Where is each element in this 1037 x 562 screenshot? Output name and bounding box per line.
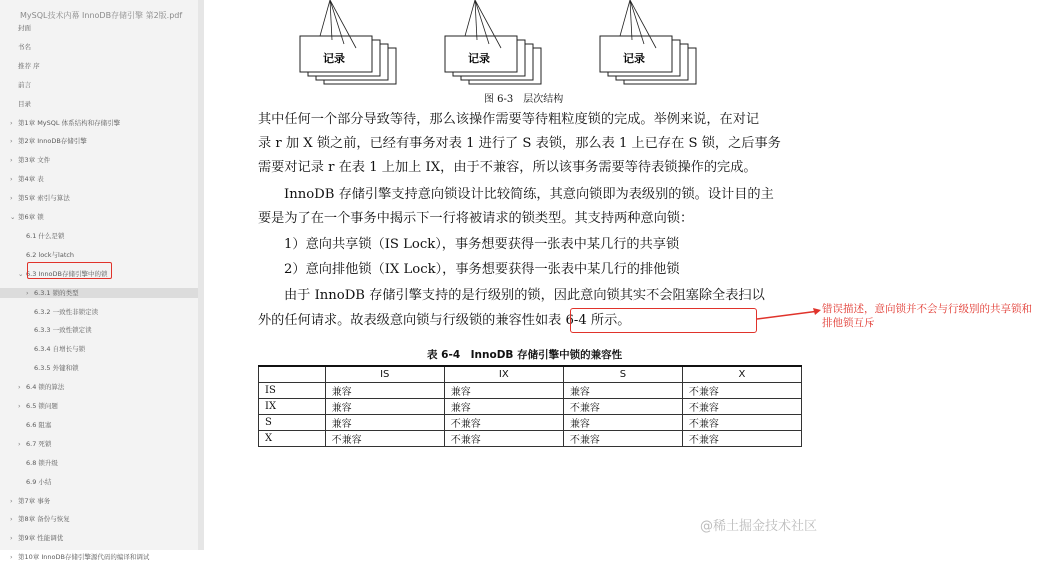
toc-item[interactable] [26, 325, 92, 335]
toc-item[interactable] [26, 307, 98, 317]
toc-item[interactable] [10, 136, 87, 146]
toc-item[interactable] [26, 363, 79, 373]
chevron-right-icon[interactable]: › [18, 402, 21, 410]
toc-item-label: 第5章 索引与算法 [18, 194, 70, 203]
toc-item[interactable] [10, 80, 31, 90]
table-cell: S [259, 415, 326, 431]
toc-item-label: 第2章 InnoDB存储引擎 [18, 137, 87, 146]
toc-item[interactable] [10, 23, 31, 33]
toc-item[interactable] [10, 61, 40, 71]
toc-item-label: 6.6 阻塞 [26, 420, 52, 429]
toc-item[interactable] [18, 477, 51, 487]
toc-item[interactable] [26, 344, 85, 354]
chevron-down-icon[interactable]: ⌄ [10, 213, 16, 221]
table-cell: 不兼容 [682, 383, 801, 399]
toc-item-label: 第9章 性能调优 [18, 534, 64, 543]
toc-item-label: 推荐 序 [18, 61, 40, 70]
chevron-right-icon[interactable]: › [10, 496, 13, 505]
annotation-note: 错误描述，意向锁并不会与行级别的共享锁和排他锁互斥 [822, 303, 1032, 329]
text-span: 外的任何请求。故 [258, 313, 364, 328]
table-row [259, 383, 802, 399]
toc-item-label: 6.8 锁升级 [26, 458, 58, 467]
toc-item[interactable] [18, 250, 74, 260]
toc-item[interactable] [10, 118, 120, 128]
sidebar-scrollbar[interactable] [198, 0, 204, 550]
hierarchy-figure [205, 0, 850, 90]
table-header-cell: IS [325, 366, 444, 383]
toc-item-label: 6.7 死锁 [26, 439, 52, 448]
toc-item[interactable] [10, 212, 44, 222]
list-item: 2）意向排他锁（IX Lock），事务想要获得一张表中某几行的排他锁 [284, 262, 680, 277]
chevron-right-icon[interactable]: › [26, 288, 29, 297]
table-body [259, 383, 802, 447]
toc-item[interactable] [10, 496, 50, 506]
toc-item-label: 第1章 MySQL 体系结构和存储引擎 [18, 118, 121, 127]
table-cell: 不兼容 [444, 415, 563, 431]
chevron-right-icon[interactable]: › [10, 515, 13, 524]
table-cell: 兼容 [563, 415, 682, 431]
table-cell: 不兼容 [682, 415, 801, 431]
record-label: 记录 [468, 52, 490, 65]
table-row [259, 415, 802, 431]
chevron-right-icon[interactable]: › [10, 137, 13, 146]
toc-item[interactable] [10, 533, 63, 543]
paragraph-line: 要是为了在一个事务中揭示下一行将被请求的锁类型。其支持两种意向锁： [258, 211, 694, 226]
watermark: @稀土掘金技术社区 [700, 519, 818, 534]
text-span: 如表 6-4 所示。 [534, 313, 631, 328]
annotation-highlight-box [570, 308, 757, 333]
toc-item[interactable] [0, 288, 198, 298]
toc-item[interactable] [10, 42, 31, 52]
hierarchy-arrow [620, 0, 630, 36]
annotation-arrow [755, 305, 825, 325]
toc-item-label: 6.2 lock与latch [26, 250, 75, 259]
table-cell: 兼容 [325, 399, 444, 415]
paragraph-line: InnoDB 存储引擎支持意向锁设计比较简练，其意向锁即为表级别的锁。设计目的主 [284, 187, 774, 202]
toc-item-label: 第8章 备份与恢复 [18, 515, 70, 524]
chevron-right-icon[interactable]: › [18, 439, 21, 448]
table-row [259, 399, 802, 415]
toc-item-label: 第4章 表 [18, 175, 44, 184]
table-header-row [259, 366, 802, 383]
table-header-cell [259, 366, 326, 383]
toc-item[interactable] [18, 382, 64, 392]
table-header-cell: X [682, 366, 801, 383]
toc-item[interactable] [18, 231, 64, 241]
hierarchy-arrow [465, 0, 475, 36]
toc-item-label: 第7章 事务 [18, 496, 51, 505]
toc-item-label: 6.4 锁的算法 [26, 383, 65, 392]
table-cell: 不兼容 [325, 431, 444, 447]
table-cell: X [259, 431, 326, 447]
chevron-right-icon[interactable]: › [10, 118, 13, 127]
table-cell: 不兼容 [563, 431, 682, 447]
toc-item[interactable] [10, 514, 70, 524]
toc-item-label: 6.3 InnoDB存储引擎中的锁 [26, 269, 108, 278]
table-caption: 表 6-4 InnoDB 存储引擎中锁的兼容性 [427, 349, 623, 361]
compatibility-table [258, 365, 802, 447]
paragraph-line: 录 r 加 X 锁之前，已经有事务对表 1 进行了 S 表锁，那么表 1 上已存在 S 锁，之后事务 [258, 136, 781, 151]
toc-item-label: 目录 [18, 99, 31, 108]
table-cell: 不兼容 [563, 399, 682, 415]
toc-item[interactable] [18, 439, 51, 449]
paragraph-line: 由于 InnoDB 存储引擎支持的是行级别的锁，因此意向锁其实不会阻塞除全表扫以 [284, 288, 765, 303]
toc-item-label: 6.9 小结 [26, 477, 52, 486]
toc-item[interactable] [18, 458, 58, 468]
figure-caption: 图 6-3 层次结构 [484, 94, 564, 105]
table-cell: 兼容 [444, 399, 563, 415]
toc-item-label: 6.1 什么是锁 [26, 231, 65, 240]
toc-item[interactable] [10, 99, 31, 109]
toc-item-label: 6.3.2 一致性非锁定读 [34, 307, 99, 316]
toc-item[interactable] [18, 420, 51, 430]
table-cell: 兼容 [325, 383, 444, 399]
table-cell: 兼容 [325, 415, 444, 431]
highlighted-phrase: 表级意向锁与行级锁的兼容性 [363, 313, 535, 328]
table-cell: 不兼容 [444, 431, 563, 447]
record-label: 记录 [623, 52, 645, 65]
table-row [259, 431, 802, 447]
toc-item[interactable] [10, 155, 50, 165]
chevron-right-icon[interactable]: › [10, 194, 13, 203]
list-item: 1）意向共享锁（IS Lock），事务想要获得一张表中某几行的共享锁 [284, 237, 680, 252]
table-header-cell: S [563, 366, 682, 383]
chevron-right-icon[interactable]: › [10, 156, 13, 165]
toc-item-label: 第3章 文件 [18, 156, 51, 165]
toc-item-label: 第10章 InnoDB存储引擎源代码的编译和调试 [18, 553, 150, 562]
toc-item-label: 书名 [18, 42, 31, 51]
toc-item-label: 封面 [18, 24, 31, 32]
pdf-page [205, 0, 1032, 550]
toc-item[interactable] [10, 174, 44, 184]
paragraph-line: 需要对记录 r 在表 1 上加上 IX，由于不兼容，所以该事务需要等待表锁操作的完成。 [258, 160, 757, 175]
toc-item[interactable] [10, 552, 149, 562]
table-cell: 兼容 [444, 383, 563, 399]
chevron-down-icon[interactable]: ⌄ [18, 269, 24, 278]
toc-item[interactable] [10, 193, 70, 203]
table-cell: 不兼容 [682, 399, 801, 415]
paragraph-line: 其中任何一个部分导致等待，那么该操作需要等待粗粒度锁的完成。举例来说，在对记 [258, 112, 760, 127]
toc-sidebar [0, 0, 199, 562]
toc-item-label: 6.3.5 外键和锁 [34, 364, 79, 373]
table-cell: 兼容 [563, 383, 682, 399]
record-label: 记录 [323, 52, 345, 65]
chevron-right-icon[interactable]: › [10, 534, 13, 543]
chevron-right-icon[interactable]: › [10, 553, 13, 562]
toc-item-label: 6.3.3 一致性锁定读 [34, 326, 92, 335]
table-cell: 不兼容 [682, 431, 801, 447]
toc-item-label: 6.3.1 锁的类型 [34, 288, 79, 297]
chevron-right-icon[interactable]: › [18, 383, 21, 392]
chevron-right-icon[interactable]: › [10, 175, 13, 184]
toc-item-label: 第6章 锁 [18, 213, 44, 221]
toc-item-label: 6.3.4 自增长与锁 [34, 345, 86, 354]
toc-item[interactable] [18, 401, 58, 411]
table-cell: IX [259, 399, 326, 415]
selected-item-highlight-box [27, 262, 112, 279]
table-header-cell: IX [444, 366, 563, 383]
hierarchy-arrow [320, 0, 330, 36]
toc-item-label: 前言 [18, 80, 31, 89]
table-cell: IS [259, 383, 326, 399]
toc-item-label: 6.5 锁问题 [26, 402, 58, 410]
document-title: MySQL技术内幕 InnoDB存储引擎 第2版.pdf [20, 11, 183, 20]
